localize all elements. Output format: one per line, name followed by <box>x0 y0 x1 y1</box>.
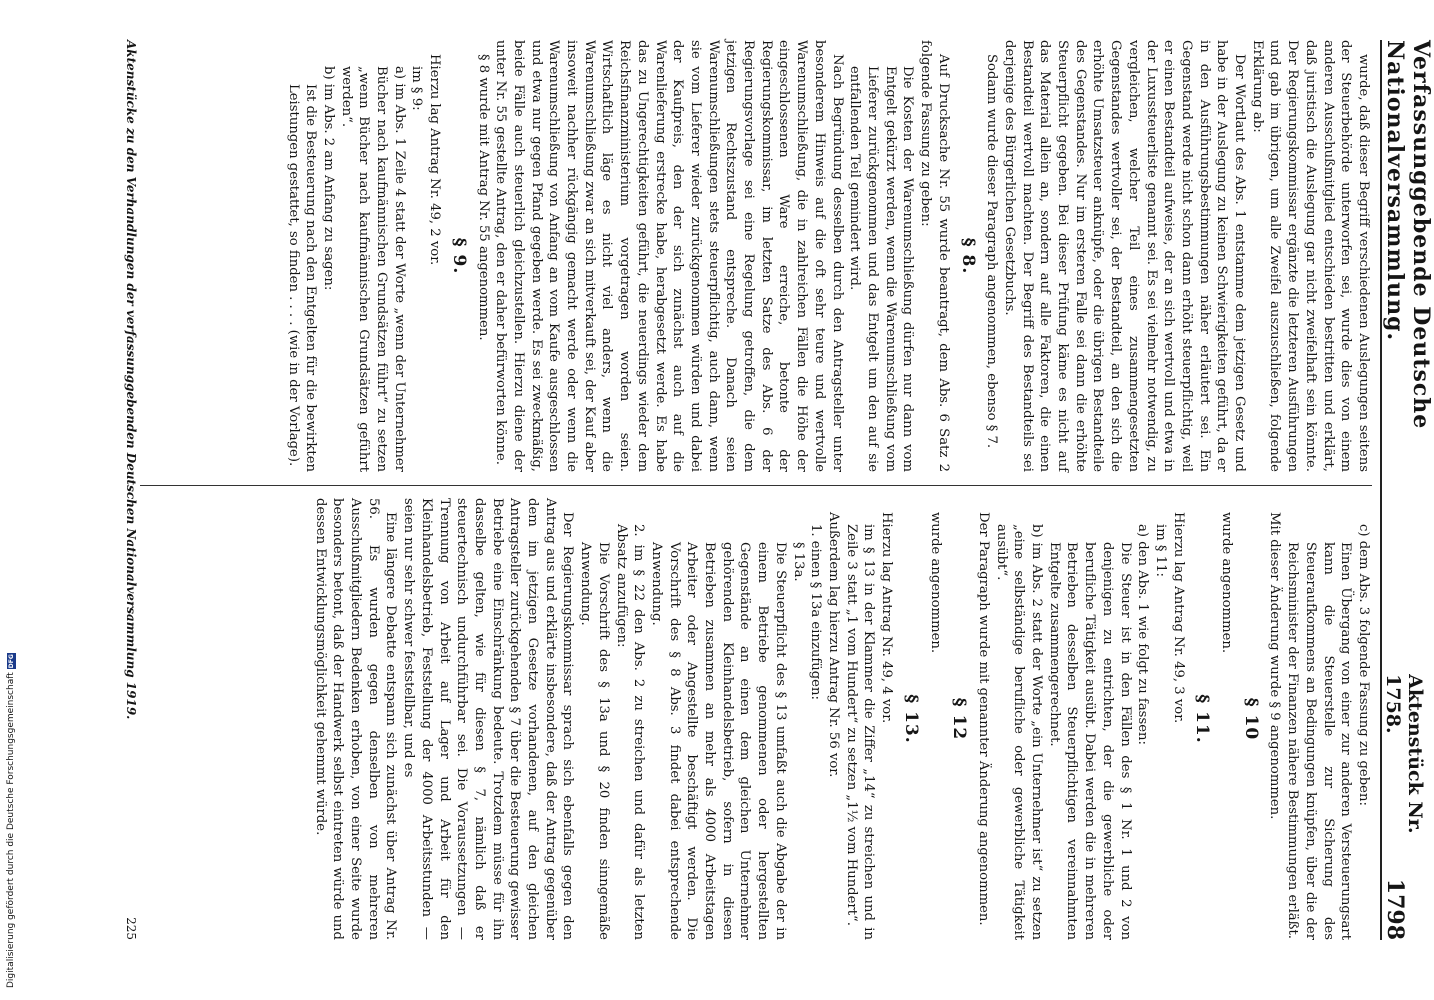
paragraph: wurde, daß dieser Begriff verschiedenen Auslegungen seitens der Steuerbehörde unterworfen sei, wurde dies von einem anderen Ausschußmitglied entschieden bestritten und erklärt, daß juristisch die Auslegung gar nicht zweifelhaft sein könnte. Der Regierungskommissar ergänzte die letzteren Ausführungen und gab im übrigen, um alle Zweifel auszuschließen, folgende Erklärung ab: <box>1249 40 1371 472</box>
indented-paragraph: a) den Abs. 1 wie folgt zu fassen: <box>1135 524 1151 745</box>
indented-paragraph: b) im Abs. 2 statt der Worte „ein Unternehmer ist“ zu setzen „eine selbständige berufliche oder gewerbliche Tätigkeit ausübt“. <box>993 524 1045 940</box>
column-divider <box>140 485 1372 486</box>
quoted-paragraph: § 13a. <box>790 542 806 582</box>
section-heading: § 10 <box>1240 697 1261 741</box>
indented-paragraph: a) im Abs. 1 Zeile 4 statt der Worte „wenn der Unternehmer Bücher nach kaufmännischen Grundsätzen führt“ zu setzen „wenn Bücher nach kaufmännischen Grundsätzen geführt werden“. <box>338 66 407 472</box>
indented-paragraph: im § 13 in der Klammer die Ziffer „14“ zu streichen und in Zeile 3 statt „1 vom Hundert“ zu setzen „1½ vom Hundert“. <box>843 524 877 940</box>
quoted-paragraph: Die Steuerpflicht des § 13 umfaßt auch die Abgabe der in einem Betriebe genommenen oder hergestellten Gegenstände an einen dem gleichen Unternehmer gehörenden Kleinhandelsbetrieb, sofern in diesen Betrieben zusammen an mehr als 4000 Arbeitstagen Arbeiter oder Angestellte beschäftigt werden. Die Vorschrift des § 8 Abs. 3 findet dabei entsprechende Anwendung. <box>648 542 788 940</box>
quoted-paragraph: Die Steuer ist in den Fällen des § 1 Nr. 1 und 2 von denjenigen zu entrichten, der die gewerbliche oder berufliche Tätigkeit ausübt. Dabei werden die in mehreren Betrieben desselben Steuerpflichtigen vereinnahmten Entgelte zusammengerechnet. <box>1046 542 1133 940</box>
paragraph: Der Regierungskommissar sprach sich ebenfalls gegen den Antrag aus und erklärte insbesondere, daß der Antrag gegenüber dem im jetzigen Gesetze vorhandenen, auf den gleichen Antragsteller zurückgehenden § 7 über die Besteuerung gewisser Betriebe eine Einschränkung bedeute. Trotzdem müsse für ihn dasselbe gelten, wie für diesen § 7, nämlich daß er steuertechnisch undurchführbar sei. Die Voraussetzungen — Trennung von Arbeit auf Lager und Arbeit für den Kleinhandelsbetrieb, Feststellung der 4000 Arbeitsstunden — seien nur sehr schwer feststellbar, und es <box>401 498 576 940</box>
paragraph: Hierzu lag Antrag Nr. 49, 4 vor. <box>879 512 895 724</box>
section-heading: § 8. <box>957 237 978 275</box>
page-header <box>1380 40 1434 940</box>
header-page-number: 1798 <box>1382 878 1408 940</box>
paragraph: Hierzu lag Antrag Nr. 49, 2 vor. <box>427 54 443 266</box>
dfg-logo: DFG <box>7 654 15 669</box>
indented-paragraph: im § 9: <box>409 66 425 111</box>
section-heading: § 11. <box>1192 694 1213 744</box>
paragraph: Nach Begründung desselben durch den Antragsteller unter besonderem Hinweis auf die oft sehr teure und wertvolle Warenumschließung, die in zahlreichen Fällen die Höhe der eingeschlossenen Ware erreiche, betonte der Regierungskommissar, im letzten Satze des Abs. 6 der Regierungsvorlage sei eine Regelung getroffen, die dem jetzigen Rechtszustand entspreche. Danach seien Warenumschließungen stets steuerpflichtig, auch dann, wenn sie vom Lieferer wieder zurückgenommen würden und dabei der Kaufpreis, den der sich zunächst auch auf die Warenlieferung erstrecke habe, herabgesetzt werde. Es habe das zu Ungerechtigkeiten geführt, die neuerdings wieder dem Reichsfinanzministerium vorgetragen worden seien. Wirtschaftlich läge es nicht viel anders, wenn die Warenumschließung zwar an sich mitverkauft sei, der Kauf aber insoweit nachher rückgängig gemacht werde oder wenn die Warenumschließung von Anfang an vom Kaufe ausgeschlossen und etwa nur gegen Pfand gegeben werde. Es sei zweckmäßig, beide Fälle auch steuerlich gleichzustellen. Hierzu diene der unter Nr. 55 gestellte Antrag, den er daher befürworten könne. <box>493 40 845 472</box>
digitization-note <box>6 653 16 988</box>
indented-paragraph: im § 11: <box>1152 524 1168 577</box>
header-title: Verfassunggebende Deutsche Nationalversammlung. <box>1382 40 1434 430</box>
paragraph: Der Paragraph wurde mit genannter Änderung angenommen. <box>975 512 991 926</box>
indented-paragraph: 1. einen § 13a einzufügen: <box>808 524 824 700</box>
quoted-paragraph: Ist die Besteuerung nach den Entgelten für die bewirkten Leistungen gestattet, so finden . . . . (wie in der Vorlage). <box>285 84 319 472</box>
left-text-column <box>284 40 1372 472</box>
quoted-paragraph: Einen Übergang von einer zur anderen Versteuerungsart kann die Steuerstelle zur Sicherung des Steueraufkommens an Bedingungen knüpfen, über die der Reichsminister der Finanzen nähere Bestimmungen erläßt. <box>1285 542 1354 940</box>
header-document-number: Aktenstück Nr. 1758. <box>1382 674 1426 834</box>
page-footer <box>124 40 138 940</box>
indented-paragraph: Die Kosten der Warenumschließung dürfen nur dann vom Entgelt gekürzt werden, wenn die Warenumschließung vom Lieferer zurückgenommen und das Entgelt um den auf sie entfallenden Teil gemindert wird. <box>847 66 916 472</box>
indented-paragraph: b) im Abs. 2 am Anfang zu sagen: <box>320 66 336 291</box>
footer-source: Aktenstücke zu den Verhandlungen der verfassunggebenden Deutschen Nationalversammlung 1919. <box>124 40 138 720</box>
paragraph: Außerdem lag hierzu Antrag Nr. 56 vor. <box>826 512 842 778</box>
section-heading: § 9. <box>448 237 469 275</box>
section-heading: § 13. <box>900 694 921 744</box>
paragraph: § 8 wurde mit Antrag Nr. 55 angenommen. <box>475 54 491 341</box>
digitization-note-text: Digitalisierung gefördert durch die Deutsche Forschungsgemeinschaft <box>6 672 16 988</box>
paragraph: Eine längere Debatte entspann sich zunächst über Antrag Nr. 56. Es wurden gegen denselben von mehreren Ausschußmitgliedern Bedenken erhoben, von einer Seite wurde besonders betont, daß der Handwerk selbst eintreten würde und dessen Entwicklungsmöglichkeit gehemmt würde. <box>312 498 399 940</box>
indented-paragraph: 2. im § 22 den Abs. 2 zu streichen und dafür als letzten Absatz anzufügen: <box>613 524 647 940</box>
right-text-column <box>311 498 1372 940</box>
document-page <box>34 0 1434 1000</box>
paragraph: wurde angenommen. <box>1219 512 1235 654</box>
footer-page-number: 225 <box>124 917 138 940</box>
paragraph: Auf Drucksache Nr. 55 wurde beantragt, dem Abs. 6 Satz 2 folgende Fassung zu geben: <box>918 40 951 472</box>
paragraph: wurde angenommen. <box>927 512 943 654</box>
section-heading: § 12 <box>949 697 970 741</box>
indented-paragraph: c) dem Abs. 3 folgende Fassung zu geben: <box>1356 524 1371 806</box>
paragraph: Sodann wurde dieser Paragraph angenommen, ebenso § 7. <box>984 54 1000 449</box>
paragraph: Mit dieser Änderung wurde § 9 angenommen. <box>1267 512 1283 820</box>
paragraph: Der Wortlaut des Abs. 1 entstamme dem jetzigen Gesetz und habe in der Auslegung zu keinen Schwierigkeiten geführt, da er in den Ausführungsbestimmungen näher erläutert sei. Ein Gegenstand werde nicht schon dann erhöht steuerpflichtig, weil er einen Bestandteil aufweise, der an sich wertvoll und etwa in der Luxussteuerliste genannt sei. Es sei vielmehr notwendig, zu vergleichen, welcher Teil eines zusammengesetzten Gegenstandes wertvoller sei, der Bestandteil, an den sich die erhöhte Umsatzsteuer anknüpfe, oder die übrigen Bestandteile des Gegenstandes. Nur im ersteren Falle sei dann die erhöhte Steuerpflicht gegeben. Bei dieser Prüfung käme es nicht auf das Material allein an, sondern auf alle Faktoren, die einen Bestandteil wertvoll machten. Der Begriff des Bestandteils sei derjenige des Bürgerlichen Gesetzbuchs. <box>1001 40 1248 472</box>
quoted-paragraph: Die Vorschrift des § 13a und § 20 finden sinngemäße Anwendung. <box>578 542 611 940</box>
paragraph: Hierzu lag Antrag Nr. 49, 3 vor. <box>1170 512 1186 724</box>
